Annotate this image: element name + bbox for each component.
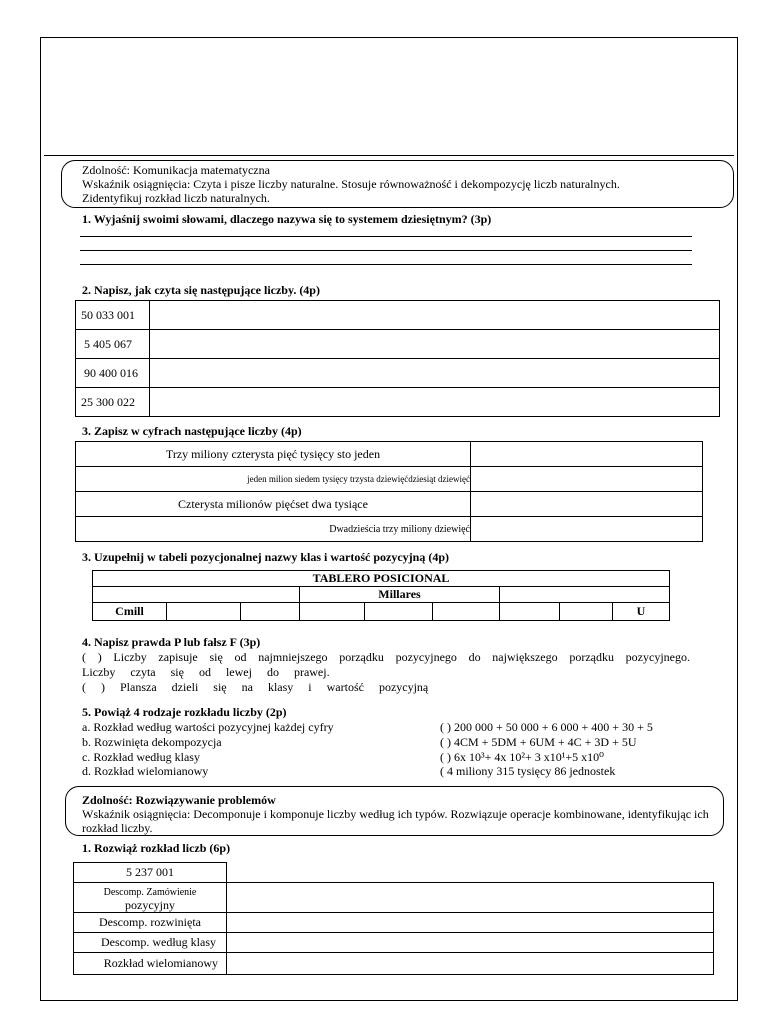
number-cell: 90 400 016	[76, 359, 150, 388]
ability-text: Zdolność: Komunikacja matematyczna	[82, 163, 270, 177]
position-cell[interactable]	[433, 603, 500, 621]
identify-text: Zidentyfikuj rozkład liczb naturalnych.	[82, 191, 270, 205]
position-cell[interactable]	[560, 603, 613, 621]
q4-statement-1b: Liczby czyta się od lewej do prawej.	[82, 665, 330, 679]
q2-title: 2. Napisz, jak czyta się następujące liczby. (4p)	[82, 283, 320, 297]
ability-label: Zdolność: Rozwiązywanie problemów	[82, 793, 276, 807]
number-cell: 50 033 001	[76, 301, 150, 330]
answer-cell[interactable]	[150, 359, 720, 388]
number-cell: 5 405 067	[76, 330, 150, 359]
first-position-cell: Cmill	[93, 603, 167, 621]
q5-left-item: d. Rozkład wielomianowy	[82, 764, 209, 778]
spacer-cell	[227, 863, 714, 883]
q3-title: 3. Zapisz w cyfrach następujące liczby (4p)	[82, 424, 302, 438]
q4-statement-2: ( ) Plansza dzieli się na klasy i wartość pozycyjną	[82, 680, 429, 694]
answer-cell[interactable]	[227, 933, 714, 953]
answer-line	[80, 264, 692, 265]
q2-table	[75, 300, 720, 417]
q5-left-item: b. Rozwinięta dekompozycja	[82, 735, 222, 749]
indicator-text-2b: rozkład liczby.	[82, 821, 153, 835]
answer-cell[interactable]	[150, 301, 720, 330]
row-label: Descomp. Zamówienie	[103, 886, 197, 898]
q5-left-item: c. Rozkład według klasy	[82, 750, 200, 764]
q6-table	[73, 862, 714, 975]
phrase-cell: jeden milion siedem tysięcy trzysta dziewięćdziesiąt dziewięć	[76, 467, 471, 492]
row-label: pozycyjny	[125, 897, 175, 912]
phrase-cell: Trzy miliony czterysta pięć tysięcy sto jeden	[76, 442, 471, 467]
number-cell: 5 237 001	[74, 863, 227, 883]
q5-right-item: ( 4 miliony 315 tysięcy 86 jednostek	[440, 764, 616, 778]
millares-cell: Millares	[300, 587, 500, 603]
answer-cell[interactable]	[227, 953, 714, 975]
q3-table	[75, 441, 703, 542]
indicator-text: Wskaźnik osiągnięcia: Czyta i pisze liczby naturalne. Stosuje równoważność i dekompozycję liczb naturalnych.	[82, 177, 620, 191]
position-cell[interactable]	[300, 603, 365, 621]
q3b-title: 3. Uzupełnij w tabeli pozycjonalnej nazwy klas i wartość pozycyjną (4p)	[82, 550, 449, 564]
answer-cell[interactable]	[150, 388, 720, 417]
answer-cell[interactable]	[227, 883, 714, 913]
positional-table-title: TABLERO POSICIONAL	[93, 571, 670, 587]
answer-cell[interactable]	[150, 330, 720, 359]
q4-statement-1: ( ) Liczby zapisuje się od najmniejszego porządku pozycyjnego do największego porządku pozycyjnego.	[82, 650, 690, 664]
position-cell[interactable]	[167, 603, 241, 621]
last-position-cell: U	[613, 603, 670, 621]
positional-table	[92, 570, 670, 621]
position-cell[interactable]	[241, 603, 300, 621]
answer-cell[interactable]	[471, 517, 703, 542]
q5-title: 5. Powiąż 4 rodzaje rozkładu liczby (2p)	[82, 705, 287, 719]
position-cell[interactable]	[365, 603, 433, 621]
answer-cell[interactable]	[471, 442, 703, 467]
q5-right-item: ( ) 6x 10³+ 4x 10²+ 3 x10¹+5 x10⁰	[440, 750, 604, 764]
indicator-text-2: Wskaźnik osiągnięcia: Decomponuje i komponuje liczby według ich typów. Rozwiązuje operacje kombinowane, identyfikując ich	[82, 807, 709, 821]
row-label: Descomp. według klasy	[74, 933, 227, 953]
answer-line	[80, 236, 692, 237]
row-label: Rozkład wielomianowy	[74, 953, 227, 975]
q4-title: 4. Napisz prawda P lub fałsz F (3p)	[82, 635, 261, 649]
q5-left-item: a. Rozkład według wartości pozycyjnej każdej cyfry	[82, 720, 334, 734]
answer-cell[interactable]	[471, 467, 703, 492]
q1-title: 1. Wyjaśnij swoimi słowami, dlaczego nazywa się to systemem dziesiętnym? (3p)	[82, 212, 492, 226]
q6-title: 1. Rozwiąż rozkład liczb (6p)	[82, 841, 231, 855]
row-label: Descomp. rozwinięta	[74, 913, 227, 933]
phrase-cell: Dwadzieścia trzy miliony dziewięć	[76, 517, 471, 542]
position-cell[interactable]	[500, 603, 560, 621]
answer-cell[interactable]	[471, 492, 703, 517]
number-cell: 25 300 022	[76, 388, 150, 417]
class-cell[interactable]	[93, 587, 300, 603]
answer-cell[interactable]	[227, 913, 714, 933]
q5-right-item: ( ) 4CM + 5DM + 6UM + 4C + 3D + 5U	[440, 735, 637, 749]
header-rule	[44, 155, 734, 156]
q5-right-item: ( ) 200 000 + 50 000 + 6 000 + 400 + 30 + 5	[440, 720, 653, 734]
answer-line	[80, 250, 692, 251]
phrase-cell: Czterysta milionów pięćset dwa tysiące	[76, 492, 471, 517]
class-cell[interactable]	[500, 587, 670, 603]
